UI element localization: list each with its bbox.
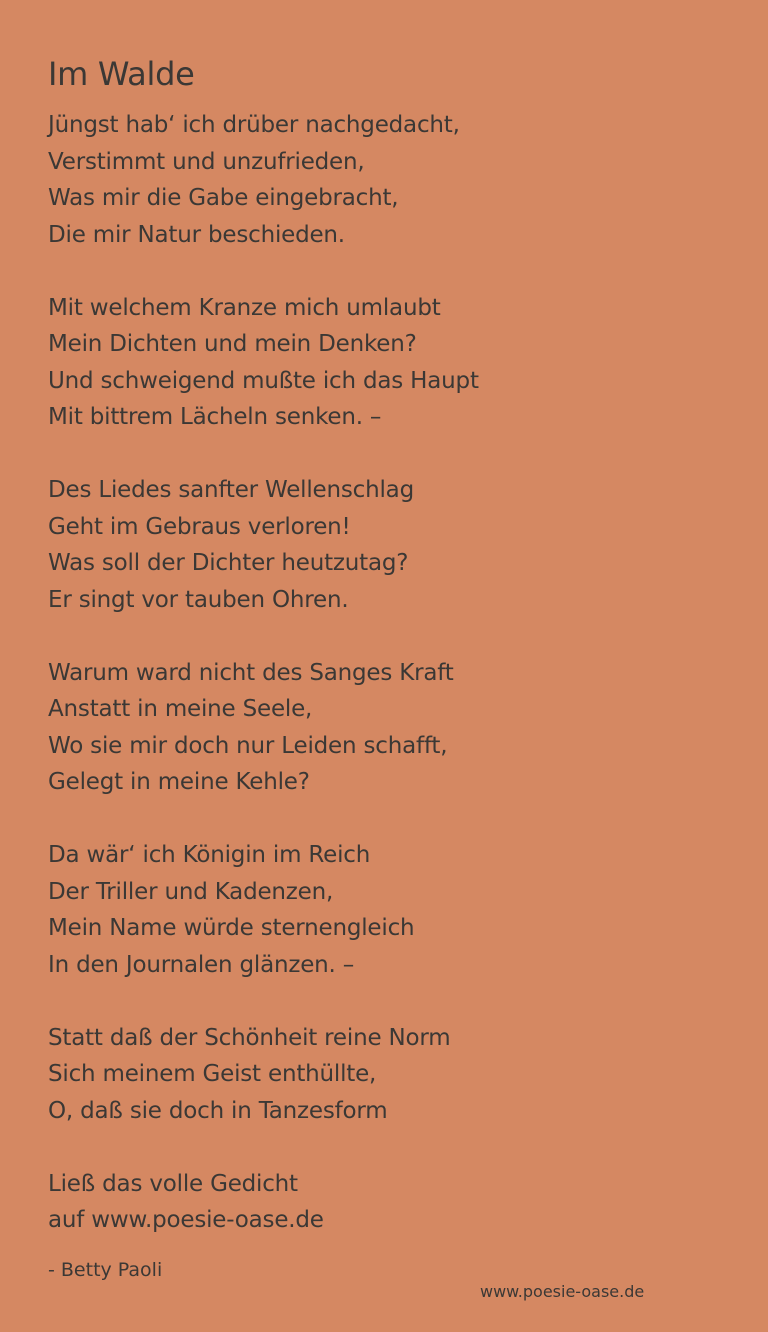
poem-body <box>48 107 738 1275</box>
poem-line: Geht im Gebraus verloren! <box>48 513 351 540</box>
stanza-4 <box>48 655 738 801</box>
poem-line: In den Journalen glänzen. – <box>48 951 355 978</box>
poem-line: Wo sie mir doch nur Leiden schafft, <box>48 732 448 759</box>
poem-line: Sich meinem Geist enthüllte, <box>48 1061 377 1087</box>
poem-line: Warum ward nicht des Sanges Kraft <box>48 659 454 686</box>
stanza-2 <box>48 290 738 436</box>
poem-line: Und schweigend mußte ich das Haupt <box>48 367 479 394</box>
poem-line: O, daß sie doch in Tanzesform <box>48 1097 388 1124</box>
poem-line: Des Liedes sanfter Wellenschlag <box>48 477 414 503</box>
footer-website-url: www.poesie-oase.de <box>480 1282 645 1301</box>
poem-line: Anstatt in meine Seele, <box>48 696 313 722</box>
stanza-3 <box>48 472 738 618</box>
poem-author: - Betty Paoli <box>48 1259 163 1281</box>
stanza-1 <box>48 107 738 253</box>
poem-line: Ließ das volle Gedicht <box>48 1170 298 1197</box>
poem-line: Da wär‘ ich Königin im Reich <box>48 842 371 868</box>
poem-line: Mein Dichten und mein Denken? <box>48 331 417 357</box>
poem-line: Jüngst hab‘ ich drüber nachgedacht, <box>48 112 460 138</box>
poem-line: Was mir die Gabe eingebracht, <box>48 185 399 211</box>
stanza-6 <box>48 1020 738 1130</box>
poem-line: Verstimmt und unzufrieden, <box>48 148 365 175</box>
poem-line: Was soll der Dichter heutzutag? <box>48 550 409 576</box>
read-more-link[interactable]: auf www.poesie-oase.de <box>48 1207 324 1233</box>
stanza-5 <box>48 837 738 983</box>
stanza-read-more <box>48 1166 738 1239</box>
poem-line: Der Triller und Kadenzen, <box>48 878 334 905</box>
poem-line: Statt daß der Schönheit reine Norm <box>48 1024 451 1051</box>
poem-line: Die mir Natur beschieden. <box>48 221 345 248</box>
poem-line: Mit bittrem Lächeln senken. – <box>48 404 382 430</box>
poem-line: Gelegt in meine Kehle? <box>48 769 310 795</box>
poem-title: Im Walde <box>48 55 195 93</box>
poem-line: Mit welchem Kranze mich umlaubt <box>48 294 441 321</box>
poem-line: Er singt vor tauben Ohren. <box>48 586 349 613</box>
poem-line: Mein Name würde sternengleich <box>48 915 415 941</box>
